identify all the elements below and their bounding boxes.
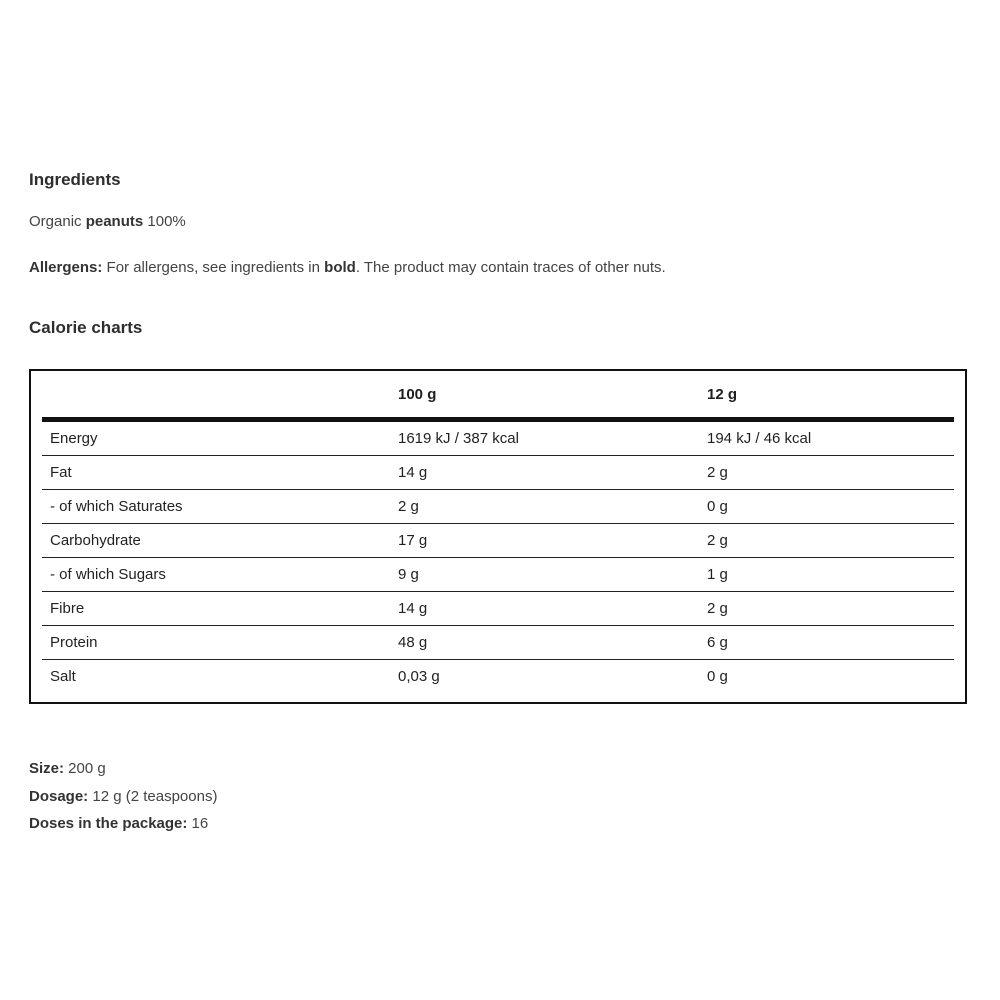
doses-line (29, 810, 969, 838)
size-value: 200 g (64, 760, 106, 777)
size-label: Size: (29, 760, 65, 777)
header-nutrient (42, 371, 390, 420)
value-per-dose: 194 kJ / 46 kcal (699, 420, 954, 456)
doses-value: 16 (187, 815, 209, 832)
nutrient-name: - of which Sugars (42, 558, 390, 592)
value-per-100g: 14 g (390, 592, 699, 626)
table-row (42, 456, 954, 490)
ingredients-bold: peanuts (85, 213, 144, 230)
allergens-label: Allergens: (29, 259, 103, 276)
table-row (42, 524, 954, 558)
value-per-dose: 0 g (707, 668, 728, 685)
value-per-100g: 17 g (390, 524, 699, 558)
nutrient-name: Carbohydrate (42, 524, 390, 558)
nutrition-table (42, 371, 954, 693)
ingredients-suffix: 100% (143, 213, 186, 230)
table-row (42, 558, 954, 592)
ingredients-text (29, 211, 969, 233)
value-per-100g: 0,03 g (398, 668, 440, 685)
dosage-value: 12 g (2 teaspoons) (88, 787, 218, 805)
nutrient-name: Energy (42, 420, 390, 456)
table-row (42, 420, 954, 456)
nutrient-name: Fat (42, 456, 390, 490)
allergens-text-after: . The product may contain traces of other nuts. (355, 259, 666, 276)
table-row (42, 626, 954, 660)
value-per-100g: 2 g (390, 490, 699, 524)
allergens-text-before: For allergens, see ingredients in (102, 259, 325, 276)
value-per-dose: 2 g (699, 456, 954, 490)
nutrition-table-box (29, 369, 967, 704)
ingredients-prefix: Organic (29, 213, 86, 230)
value-per-dose: 0 g (699, 490, 954, 524)
value-per-100g: 9 g (390, 558, 699, 592)
nutrient-name: Salt (50, 668, 76, 685)
table-row (42, 592, 954, 626)
calorie-charts-heading: Calorie charts (29, 318, 143, 337)
header-per-100g: 100 g (390, 371, 699, 420)
nutrient-name: Fibre (42, 592, 390, 626)
table-header-row (42, 371, 954, 420)
size-line (29, 755, 969, 783)
value-per-dose: 6 g (699, 626, 954, 660)
ingredients-heading: Ingredients (29, 170, 121, 189)
value-per-100g: 48 g (390, 626, 699, 660)
product-info (29, 168, 969, 838)
table-row (42, 490, 954, 524)
allergens-text (29, 257, 969, 279)
dosage-line (29, 783, 969, 811)
nutrient-name: Protein (42, 626, 390, 660)
value-per-dose: 1 g (699, 558, 954, 592)
value-per-100g: 1619 kJ / 387 kcal (390, 420, 699, 456)
allergens-bold: bold (324, 259, 356, 276)
value-per-dose: 2 g (699, 592, 954, 626)
header-per-dose: 12 g (699, 371, 954, 420)
value-per-dose: 2 g (699, 524, 954, 558)
nutrient-name: - of which Saturates (42, 490, 390, 524)
table-row (42, 660, 954, 694)
dosage-label: Dosage: (29, 787, 89, 805)
doses-label: Doses in the package: (29, 815, 188, 832)
package-details (29, 755, 969, 838)
value-per-100g: 14 g (390, 456, 699, 490)
